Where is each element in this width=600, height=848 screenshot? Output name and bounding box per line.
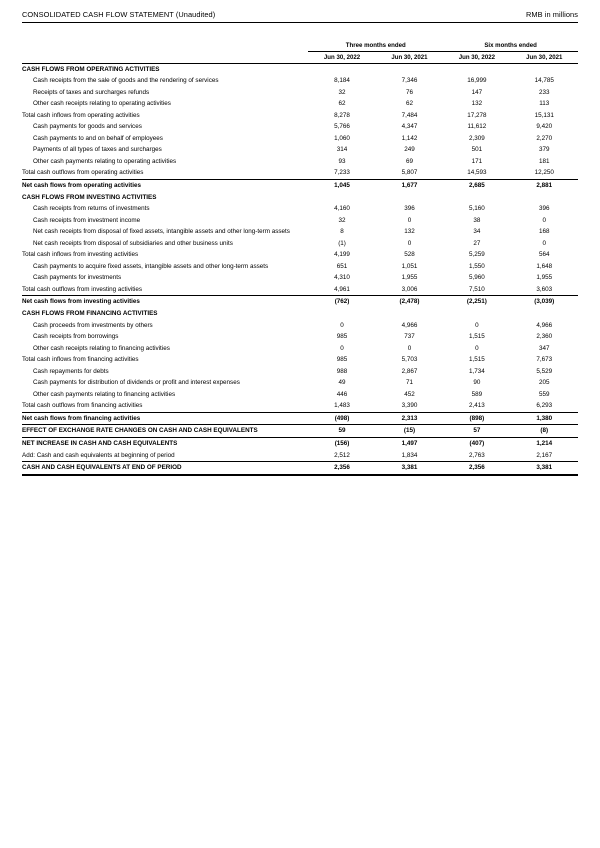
table-row xyxy=(22,343,578,355)
row-value: 76 xyxy=(405,88,413,96)
table-row xyxy=(22,320,578,332)
row-value: 32 xyxy=(338,216,346,224)
row-value: 69 xyxy=(405,157,413,165)
row-label: Cash payments for distribution of dividends or profit and interest expenses xyxy=(33,379,240,387)
row-label: CASH FLOWS FROM INVESTING ACTIVITIES xyxy=(22,193,157,201)
row-value: (8) xyxy=(511,425,578,438)
row-value: 559 xyxy=(539,390,550,398)
row-value xyxy=(443,308,510,320)
table-row xyxy=(22,462,578,475)
group-header-blank xyxy=(22,33,308,51)
statement-title: CONSOLIDATED CASH FLOW STATEMENT (Unaudited) xyxy=(22,10,216,19)
table-row xyxy=(22,296,578,308)
row-value: 1,648 xyxy=(536,262,553,270)
row-value: 528 xyxy=(404,251,415,259)
row-label: Payments of all types of taxes and surcharges xyxy=(33,146,162,154)
row-value: 2,685 xyxy=(443,179,510,191)
header-divider xyxy=(22,22,578,23)
row-value: 379 xyxy=(539,146,550,154)
table-row xyxy=(22,167,578,179)
group-header-row xyxy=(22,33,578,51)
row-value: 34 xyxy=(473,228,481,236)
row-label: Net cash flows from operating activities xyxy=(22,179,308,191)
document-header xyxy=(22,10,578,22)
row-value xyxy=(376,308,443,320)
table-row xyxy=(22,203,578,215)
row-value: 27 xyxy=(473,239,481,247)
row-value: 1,045 xyxy=(308,179,375,191)
row-value: 2,881 xyxy=(511,179,578,191)
row-label: Cash receipts from borrowings xyxy=(33,333,119,341)
row-value: 168 xyxy=(539,228,550,236)
row-value: 7,673 xyxy=(536,356,553,364)
row-value: 90 xyxy=(473,379,481,387)
table-row xyxy=(22,377,578,389)
row-value xyxy=(308,192,375,204)
row-value xyxy=(511,192,578,204)
row-value: (407) xyxy=(443,438,510,450)
row-value: 1,515 xyxy=(468,356,485,364)
table-row xyxy=(22,226,578,238)
row-value xyxy=(443,192,510,204)
group-header-three-months: Three months ended xyxy=(308,33,443,51)
row-label: Total cash inflows from investing activities xyxy=(22,251,139,259)
row-label: Total cash outflows from operating activities xyxy=(22,169,144,177)
table-row xyxy=(22,272,578,284)
row-value: 7,233 xyxy=(334,169,350,177)
row-value: (1) xyxy=(338,239,346,247)
table-row xyxy=(22,366,578,378)
table-row xyxy=(22,412,578,425)
row-value: 2,413 xyxy=(468,402,485,410)
table-row xyxy=(22,331,578,343)
row-value: (898) xyxy=(443,412,510,425)
table-row xyxy=(22,249,578,261)
row-value: 2,309 xyxy=(468,134,485,142)
row-value: 2,763 xyxy=(468,451,485,459)
row-label: CASH FLOWS FROM OPERATING ACTIVITIES xyxy=(22,65,160,73)
row-label: Cash payments for investments xyxy=(33,274,122,282)
row-value: 1,497 xyxy=(376,438,443,450)
row-label: Total cash inflows from operating activities xyxy=(22,111,140,119)
row-value: 6,293 xyxy=(536,402,553,410)
row-value: 4,966 xyxy=(401,321,418,329)
row-label: Cash payments for goods and services xyxy=(33,123,142,131)
row-value: 233 xyxy=(539,88,550,96)
row-value: 452 xyxy=(404,390,415,398)
row-label: Receipts of taxes and surcharges refunds xyxy=(33,88,150,96)
row-label: Total cash outflows from investing activities xyxy=(22,285,143,293)
row-value: 4,966 xyxy=(536,321,553,329)
row-value: 589 xyxy=(471,390,483,398)
row-value: 4,199 xyxy=(334,251,350,259)
row-value: 651 xyxy=(336,262,348,270)
row-value: (498) xyxy=(308,412,375,425)
table-row xyxy=(22,261,578,273)
row-value: (15) xyxy=(376,425,443,438)
row-value: 988 xyxy=(336,367,348,375)
row-value: (3,039) xyxy=(511,296,578,308)
row-label: Other cash payments relating to financing activities xyxy=(33,390,176,398)
row-value: 5,766 xyxy=(334,123,350,131)
table-row xyxy=(22,63,578,75)
table-row xyxy=(22,308,578,320)
row-value: 3,006 xyxy=(401,285,418,293)
row-value: 985 xyxy=(336,333,348,341)
row-value: 501 xyxy=(471,146,483,154)
row-value xyxy=(376,63,443,75)
row-value: 396 xyxy=(539,205,550,213)
row-value: (2,478) xyxy=(376,296,443,308)
row-value: 32 xyxy=(338,88,346,96)
row-value: 5,960 xyxy=(468,274,485,282)
row-label: Other cash receipts relating to financing activities xyxy=(33,344,170,352)
table-row xyxy=(22,179,578,191)
table-row xyxy=(22,450,578,462)
row-value: 0 xyxy=(407,216,412,224)
row-value xyxy=(308,63,375,75)
row-value: 62 xyxy=(405,100,413,108)
row-value: 1,214 xyxy=(511,438,578,450)
row-value: 7,484 xyxy=(401,111,418,119)
table-row xyxy=(22,389,578,401)
row-value: 3,381 xyxy=(376,462,443,475)
row-value: 314 xyxy=(336,146,348,154)
row-value: 3,603 xyxy=(536,285,553,293)
row-value: 181 xyxy=(539,157,550,165)
row-value: 2,356 xyxy=(308,462,375,475)
row-label: Cash proceeds from investments by others xyxy=(33,321,153,329)
row-value: 0 xyxy=(407,344,412,352)
row-label: Net cash receipts from disposal of fixed assets, intangible assets and other long-term assets xyxy=(33,228,290,236)
row-label: Net cash flows from investing activities xyxy=(22,296,308,308)
row-value: 171 xyxy=(471,157,483,165)
row-value: 14,593 xyxy=(467,169,487,177)
column-header-q2-2021: Jun 30, 2021 xyxy=(376,51,443,63)
table-row xyxy=(22,98,578,110)
row-value: 0 xyxy=(542,239,547,247)
row-value: 0 xyxy=(407,239,412,247)
column-header-row xyxy=(22,51,578,63)
row-value: 132 xyxy=(471,100,483,108)
row-value: 2,356 xyxy=(443,462,510,475)
row-label: Total cash outflows from financing activities xyxy=(22,402,143,410)
row-value: 0 xyxy=(475,321,479,329)
table-row xyxy=(22,156,578,168)
table-row xyxy=(22,425,578,438)
row-label: Net cash flows from financing activities xyxy=(22,412,308,425)
row-value: 0 xyxy=(340,344,344,352)
row-value: (2,251) xyxy=(443,296,510,308)
currency-units-label: RMB in millions xyxy=(525,10,578,19)
row-value: 1,515 xyxy=(468,333,485,341)
row-value: 132 xyxy=(404,228,415,236)
row-value: 1,380 xyxy=(511,412,578,425)
table-row xyxy=(22,75,578,87)
row-label: Other cash receipts relating to operating activities xyxy=(33,100,171,108)
table-row xyxy=(22,215,578,227)
row-value: 5,160 xyxy=(468,205,485,213)
row-value: 11,612 xyxy=(467,123,487,131)
table-row xyxy=(22,400,578,412)
row-value: 2,270 xyxy=(536,134,553,142)
row-label: Cash receipts from returns of investments xyxy=(33,205,150,213)
row-value: 3,381 xyxy=(511,462,578,475)
row-value: 1,734 xyxy=(468,367,485,375)
row-value: 113 xyxy=(539,100,550,108)
row-value: (156) xyxy=(308,438,375,450)
row-value: 2,313 xyxy=(376,412,443,425)
row-value: 2,167 xyxy=(536,451,553,459)
row-value: 0 xyxy=(475,344,479,352)
row-label: Cash repayments for debts xyxy=(33,367,109,375)
row-value: 985 xyxy=(336,356,348,364)
row-value: 57 xyxy=(443,425,510,438)
row-value xyxy=(511,308,578,320)
table-row xyxy=(22,87,578,99)
row-value xyxy=(308,308,375,320)
table-head xyxy=(22,33,578,63)
row-value: 2,512 xyxy=(334,451,350,459)
row-value: 5,703 xyxy=(401,356,418,364)
row-value: 7,346 xyxy=(401,77,418,85)
row-value: 16,999 xyxy=(467,77,487,85)
row-value: 737 xyxy=(404,333,415,341)
row-value: 205 xyxy=(539,379,550,387)
row-label: Total cash inflows from financing activities xyxy=(22,356,139,364)
table-body xyxy=(22,63,578,475)
row-value: 1,834 xyxy=(401,451,418,459)
row-value: 1,051 xyxy=(401,262,418,270)
row-value: 1,142 xyxy=(401,134,418,142)
row-value: 5,807 xyxy=(401,169,418,177)
row-label: CASH AND CASH EQUIVALENTS AT END OF PERIOD xyxy=(22,462,308,475)
row-value: 15,131 xyxy=(534,111,554,119)
table-row xyxy=(22,133,578,145)
column-header-label xyxy=(22,51,308,63)
row-value: 14,785 xyxy=(534,77,554,85)
row-value: 12,250 xyxy=(534,169,554,177)
row-value xyxy=(376,192,443,204)
row-value: 9,420 xyxy=(536,123,553,131)
row-value: 564 xyxy=(539,251,550,259)
row-value: 4,310 xyxy=(334,274,350,282)
table-row xyxy=(22,121,578,133)
row-value: 1,060 xyxy=(334,134,350,142)
row-value: 38 xyxy=(473,216,481,224)
row-value: 7,510 xyxy=(468,285,485,293)
row-label: NET INCREASE IN CASH AND CASH EQUIVALENTS xyxy=(22,438,308,450)
column-header-h1-2022: Jun 30, 2022 xyxy=(443,51,510,63)
row-label: Cash receipts from the sale of goods and the rendering of services xyxy=(33,77,219,85)
row-value: 147 xyxy=(471,88,483,96)
row-value: 3,390 xyxy=(401,402,418,410)
row-value: (762) xyxy=(308,296,375,308)
row-value: 4,347 xyxy=(401,123,418,131)
row-value: 0 xyxy=(542,216,547,224)
table-row xyxy=(22,238,578,250)
row-label: EFFECT OF EXCHANGE RATE CHANGES ON CASH AND CASH EQUIVALENTS xyxy=(22,425,308,438)
row-label: Add: Cash and cash equivalents at beginning of period xyxy=(22,451,175,459)
table-row xyxy=(22,438,578,450)
row-value: 2,360 xyxy=(536,333,553,341)
row-value: 71 xyxy=(405,379,413,387)
row-label: Net cash receipts from disposal of subsidiaries and other business units xyxy=(33,239,233,247)
row-value: 93 xyxy=(338,157,346,165)
row-value: 8,278 xyxy=(334,111,350,119)
row-label: Other cash payments relating to operating activities xyxy=(33,157,177,165)
row-value: 347 xyxy=(539,344,550,352)
row-value: 49 xyxy=(338,379,346,387)
row-value: 4,160 xyxy=(334,205,350,213)
row-value: 5,259 xyxy=(468,251,485,259)
row-value: 59 xyxy=(308,425,375,438)
row-value: 4,961 xyxy=(334,285,350,293)
table-row xyxy=(22,354,578,366)
row-value: 396 xyxy=(404,205,415,213)
row-value xyxy=(511,63,578,75)
row-value: 1,550 xyxy=(468,262,485,270)
row-value: 1,955 xyxy=(401,274,418,282)
row-value: 2,867 xyxy=(401,367,418,375)
row-value: 1,955 xyxy=(536,274,553,282)
row-label: Cash receipts from investment income xyxy=(33,216,141,224)
row-value: 0 xyxy=(340,321,344,329)
row-value: 5,529 xyxy=(536,367,553,375)
table-row xyxy=(22,110,578,122)
row-value: 446 xyxy=(336,390,348,398)
column-header-h1-2021: Jun 30, 2021 xyxy=(511,51,578,63)
row-value: 8 xyxy=(340,228,344,236)
row-value: 1,677 xyxy=(376,179,443,191)
table-row xyxy=(22,144,578,156)
row-value: 249 xyxy=(404,146,415,154)
row-value: 8,184 xyxy=(334,77,350,85)
row-label: Cash payments to and on behalf of employees xyxy=(33,134,163,142)
row-value: 17,278 xyxy=(467,111,487,119)
row-value xyxy=(443,63,510,75)
row-label: Cash payments to acquire fixed assets, intangible assets and other long-term assets xyxy=(33,262,269,270)
column-header-q2-2022: Jun 30, 2022 xyxy=(308,51,375,63)
row-value: 1,483 xyxy=(334,402,350,410)
row-label: CASH FLOWS FROM FINANCING ACTIVITIES xyxy=(22,309,158,317)
group-header-six-months: Six months ended xyxy=(443,33,578,51)
row-value: 62 xyxy=(338,100,346,108)
table-row xyxy=(22,192,578,204)
cash-flow-table xyxy=(22,33,578,476)
table-row xyxy=(22,284,578,296)
